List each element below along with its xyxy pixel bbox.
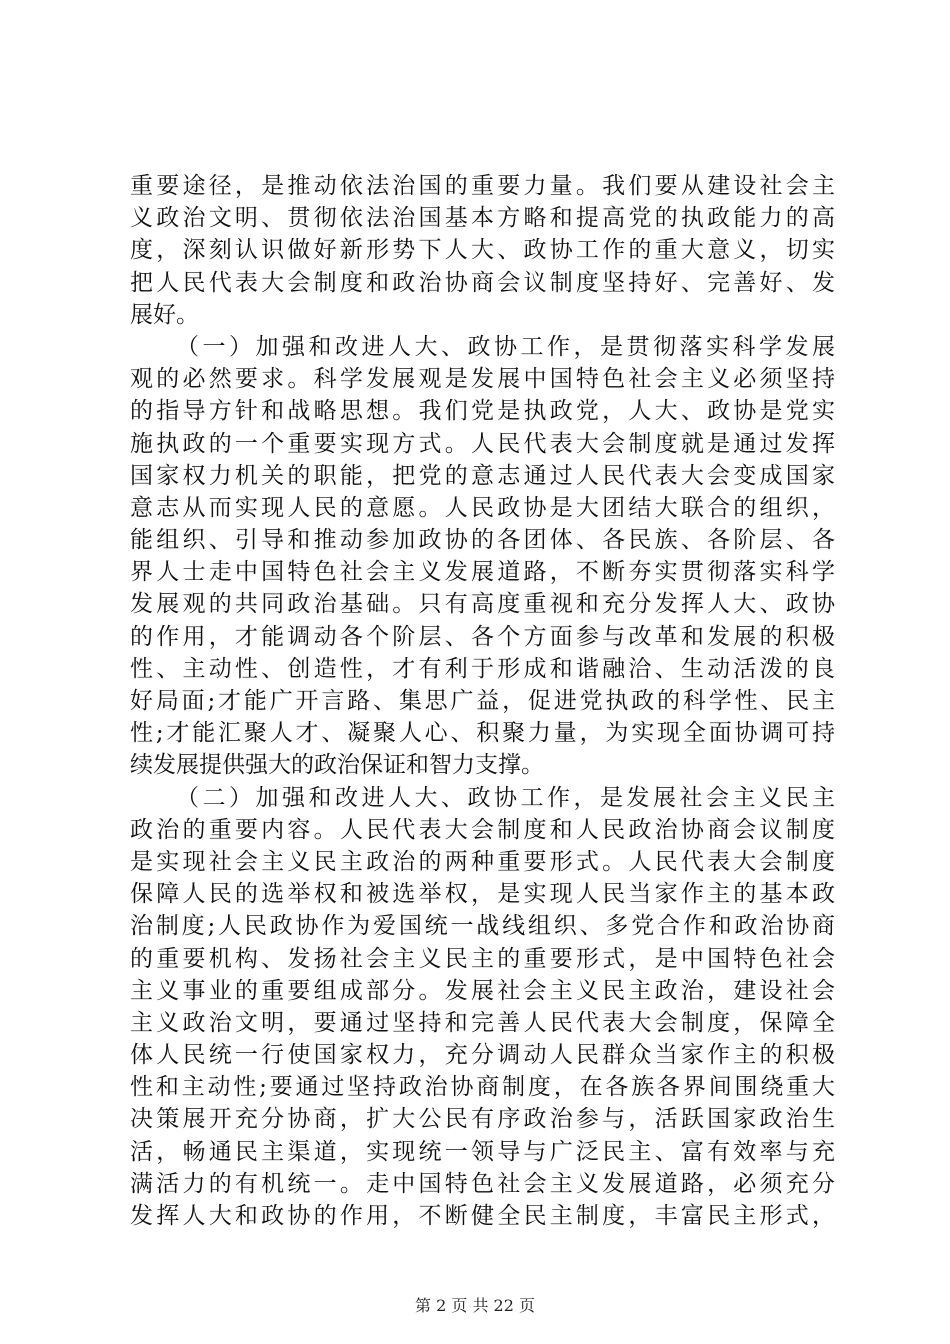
- text-line: 的作用，才能调动各个阶层、各个方面参与改革和发展的积极: [130, 623, 835, 650]
- text-line: 保障人民的选举权和被选举权，是实现人民当家作主的基本政: [130, 881, 835, 908]
- text-line: 活，畅通民主渠道，实现统一领导与广泛民主、富有效率与充: [130, 1138, 835, 1165]
- text-line: 主义事业的重要组成部分。发展社会主义民主政治，建设社会: [130, 977, 835, 1004]
- text-line: 性和主动性;要通过坚持政治协商制度，在各族各界间围绕重大: [130, 1074, 835, 1101]
- text-line: 满活力的有机统一。走中国特色社会主义发展道路，必须充分: [130, 1170, 835, 1197]
- text-line: 是实现社会主义民主政治的两种重要形式。人民代表大会制度: [130, 848, 835, 875]
- text-line: 发展观的共同政治基础。只有高度重视和充分发挥人大、政协: [130, 591, 835, 618]
- text-line: 把人民代表大会制度和政治协商会议制度坚持好、完善好、发: [130, 269, 835, 296]
- text-line: 好局面;才能广开言路、集思广益，促进党执政的科学性、民主: [130, 688, 835, 714]
- text-line: 观的必然要求。科学发展观是发展中国特色社会主义必须坚持: [130, 366, 835, 393]
- text-line: 的指导方针和战略思想。我们党是执政党，人大、政协是党实: [130, 398, 835, 425]
- text-line: 的重要机构、发扬社会主义民主的重要形式，是中国特色社会: [130, 945, 835, 972]
- text-line: 重要途径，是推动依法治国的重要力量。我们要从建设社会主: [130, 173, 835, 199]
- text-line: 度，深刻认识做好新形势下人大、政协工作的重大意义，切实: [130, 237, 835, 264]
- text-line: 政治的重要内容。人民代表大会制度和人民政治协商会议制度: [130, 816, 835, 843]
- text-line: 意志从而实现人民的意愿。人民政协是大团结大联合的组织，: [130, 494, 835, 521]
- text-line: 界人士走中国特色社会主义发展道路，不断夯实贯彻落实科学: [130, 559, 835, 586]
- paragraph-section-2: [130, 782, 835, 1233]
- page-number-footer: 第 2 页 共 22 页: [415, 1296, 535, 1315]
- text-line: 决策展开充分协商，扩大公民有序政治参与，活跃国家政治生: [130, 1106, 835, 1133]
- text-line: 能组织、引导和推动参加政协的各团体、各民族、各阶层、各: [130, 527, 835, 554]
- paragraph-section-1: [130, 331, 835, 782]
- text-line: 主义政治文明，要通过坚持和完善人民代表大会制度，保障全: [130, 1009, 835, 1036]
- text-line: 体人民统一行使国家权力，充分调动人民群众当家作主的积极: [130, 1042, 835, 1069]
- text-line: （一）加强和改进人大、政协工作，是贯彻落实科学发展: [176, 333, 835, 360]
- text-line: 发挥人大和政协的作用，不断健全民主制度，丰富民主形式，: [130, 1203, 835, 1229]
- text-line: 施执政的一个重要实现方式。人民代表大会制度就是通过发挥: [130, 430, 835, 457]
- paragraph-intro: [130, 170, 835, 331]
- text-line: 国家权力机关的职能，把党的意志通过人民代表大会变成国家: [130, 462, 835, 489]
- text-line: （二）加强和改进人大、政协工作，是发展社会主义民主: [176, 784, 835, 811]
- text-line: 性;才能汇聚人才、凝聚人心、积聚力量，为实现全面协调可持: [130, 720, 835, 747]
- text-line: 治制度;人民政协作为爱国统一战线组织、多党合作和政治协商: [130, 913, 835, 940]
- text-line: 性、主动性、创造性，才有利于形成和谐融洽、生动活泼的良: [130, 655, 835, 682]
- document-body: [130, 170, 835, 1232]
- text-line: 展好。: [130, 301, 199, 328]
- text-line: 续发展提供强大的政治保证和智力支撑。: [130, 752, 544, 779]
- text-line: 义政治文明、贯彻依法治国基本方略和提高党的执政能力的高: [130, 205, 835, 232]
